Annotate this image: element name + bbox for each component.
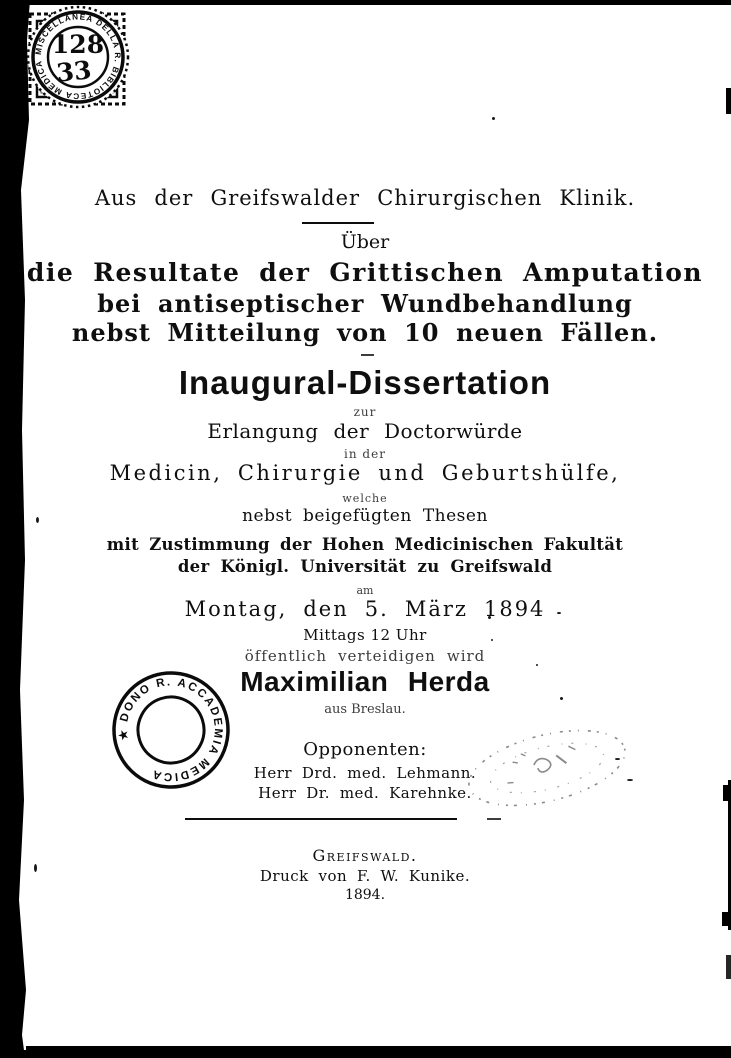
dono-stamp: [106, 664, 236, 798]
ueber-word: Über: [340, 231, 390, 253]
scan-edge-bottom: [26, 1046, 731, 1058]
divider-rule-bottom: [185, 818, 457, 820]
author-name: Maximilian Herda: [240, 666, 490, 697]
defense-date: Montag, den 5. März 1894: [184, 597, 546, 621]
fields-line: Medicin, Chirurgie und Geburtshülfe,: [109, 461, 621, 485]
scan-tick-right-3: [722, 912, 731, 926]
dono-stamp-ring-text: ★ DONO R. ACCADEMIA MEDICA: [117, 676, 225, 783]
thesen-line: nebst beigefügten Thesen: [242, 506, 488, 526]
purpose-line: Erlangung der Doctorwürde: [207, 419, 523, 443]
library-stamp-circle: [28, 7, 128, 107]
faint-oval-stamp: [455, 718, 640, 818]
opponent-item: Herr Dr. med. Karehnke.: [258, 784, 472, 802]
defense-phrase: öffentlich verteidigen wird: [244, 647, 486, 665]
approval-line-1: mit Zustimmung der Hohen Medicinischen Fakultät: [106, 535, 624, 554]
opponent-item: Herr Drd. med. Lehmann.: [253, 764, 477, 782]
small-dash: [361, 354, 374, 356]
imprint-printer: Druck von F. W. Kunike.: [259, 867, 471, 885]
library-stamp: [16, 0, 142, 126]
imprint-city: Greifswald.: [312, 846, 418, 865]
library-stamp-number-top: 128: [51, 30, 105, 59]
approval-line-2: der Königl. Universität zu Greifswald: [177, 557, 553, 576]
library-stamp-number-bottom: 33: [55, 55, 93, 88]
opponents-heading: Opponenten:: [303, 739, 427, 760]
welche-word: welche: [342, 492, 388, 505]
title-line-3: nebst Mitteilung von 10 neuen Fällen.: [71, 318, 659, 347]
in-der-word: in der: [344, 447, 386, 461]
library-stamp-ring-text: MISCELLANEA DELLA R. BIBLIOTECA MEDICA: [33, 12, 123, 101]
author-origin: aus Breslau.: [324, 702, 406, 717]
defense-time: Mittags 12 Uhr: [303, 626, 427, 644]
imprint-year: 1894.: [344, 887, 386, 903]
scan-tick-right-4: [726, 955, 731, 979]
scan-tick-right-top: [726, 88, 731, 114]
divider-rule-bottom-dash: [487, 818, 501, 820]
dissertation-heading: Inaugural-Dissertation: [178, 364, 552, 401]
scan-tick-right-2: [723, 785, 731, 801]
speckle: [492, 117, 495, 120]
am-word: am: [356, 584, 374, 597]
divider-rule-top: [302, 222, 374, 224]
title-line-1: die Resultate der Grittischen Amputation: [26, 258, 704, 287]
zur-word: zur: [353, 405, 377, 419]
institution-line: Aus der Greifswalder Chirurgischen Klinik.: [94, 186, 636, 210]
title-line-2: bei antiseptischer Wundbehandlung: [97, 289, 633, 318]
scan-edge-bottom-notch: [20, 1050, 30, 1058]
